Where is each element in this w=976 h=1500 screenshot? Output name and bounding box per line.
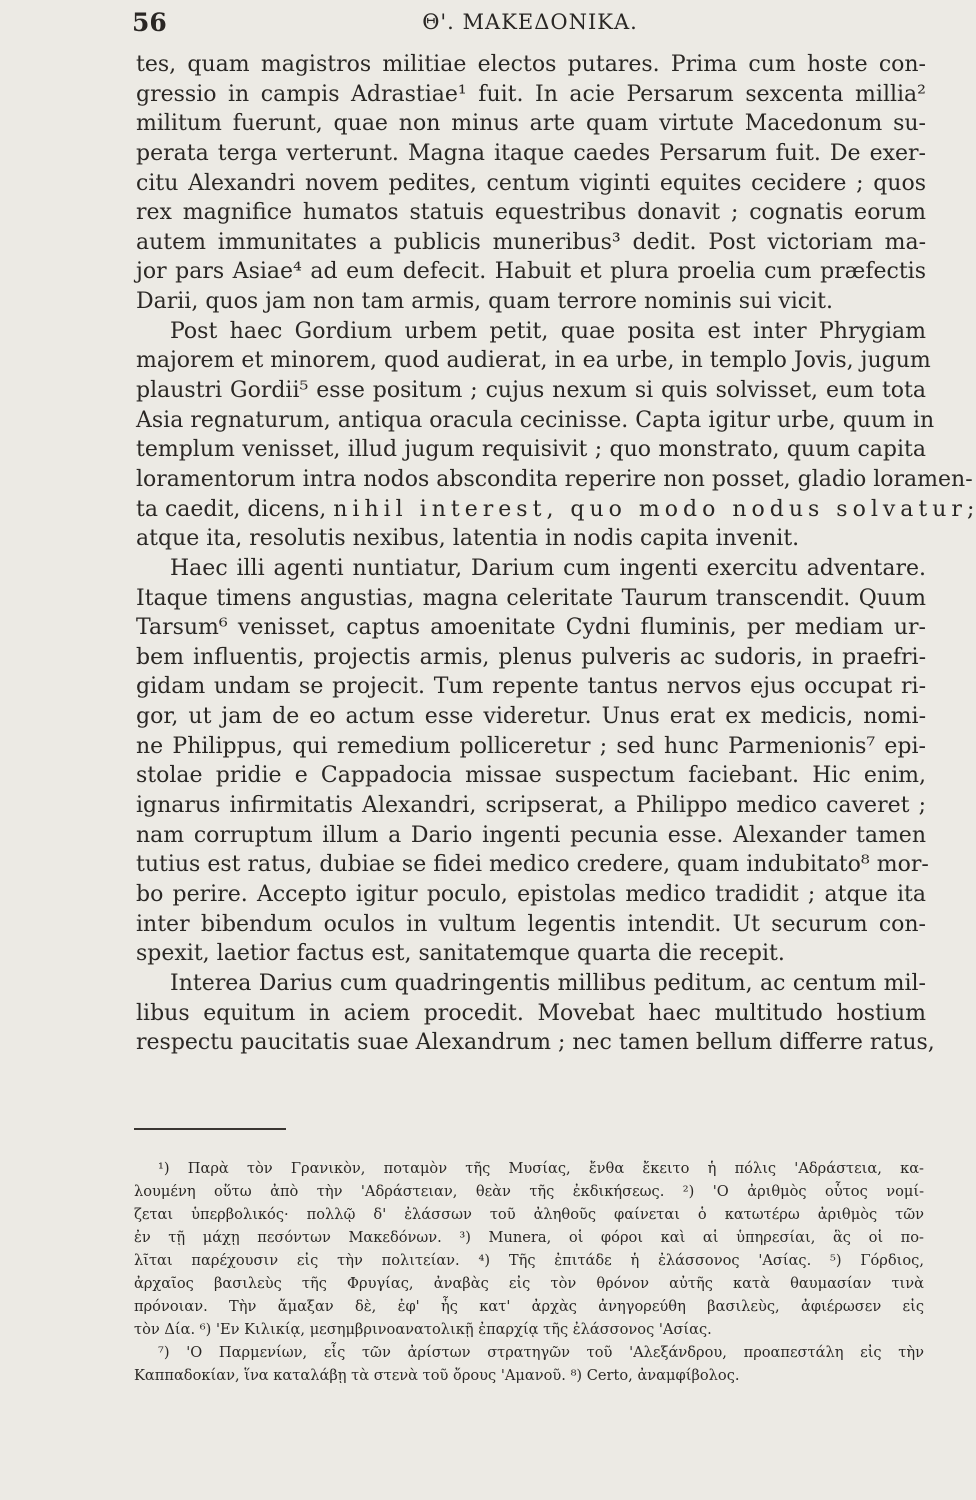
text-line: perata terga verterunt. Magna itaque caedes Persarum fuit. De exer- (136, 140, 926, 166)
text-line: plaustri Gordii⁵ esse positum ; cujus nexum si quis solvisset, eum tota (136, 378, 926, 404)
footnote-line: λουμένη οὕτω ἀπὸ τὴν 'Αδράστειαν, θεὰν τῆς ἐκδικήσεως. ²) 'Ο ἀριθμὸς οὗτος νομί- (134, 1183, 924, 1200)
footnote-line: πρόνοιαν. Τὴν ἄμαξαν δὲ, ἐφ' ἧς κατ' ἀρχὰς ἀνηγορεύθη βασιλεὺς, ἀφιέρωσεν εἰς (134, 1298, 924, 1315)
text-line: nam corruptum illum a Dario ingenti pecunia esse. Alexander tamen (136, 822, 926, 848)
text-line: bo perire. Accepto igitur poculo, epistolas medico tradidit ; atque ita (136, 881, 926, 907)
text-line: Haec illi agenti nuntiatur, Darium cum ingenti exercitu adventare. (170, 555, 926, 581)
text-line: respectu paucitatis suae Alexandrum ; nec tamen bellum differre ratus, (136, 1030, 935, 1056)
text-line: Darii, quos jam non tam armis, quam terrore nominis sui vicit. (136, 289, 833, 315)
main-text (136, 50, 975, 1058)
footnote-line: ἀρχαῖος βασιλεὺς τῆς Φρυγίας, ἀναβὰς εἰς τὸν θρόνον αὐτῆς κατὰ θαυμασίαν τινὰ (134, 1275, 924, 1292)
text-line: Interea Darius cum quadringentis millibus peditum, ac centum mil- (170, 970, 926, 996)
footnotes (134, 1157, 924, 1387)
running-head: Θ'. ΜΑΚΕΔΟΝΙΚΑ. (422, 10, 638, 34)
text-line: templum venisset, illud jugum requisivit ; quo monstrato, quum capita (136, 437, 926, 463)
text-line: loramentorum intra nodos abscondita reperire non posset, gladio loramen- (136, 466, 973, 492)
text-line: gidam undam se projecit. Tum repente tantus nervos ejus occupat ri- (136, 674, 926, 700)
footnote-divider (134, 1128, 286, 1130)
text-line: libus equitum in aciem procedit. Movebat haec multitudo hostium (136, 1000, 926, 1026)
footnote-line: Καππαδοκίαν, ἵνα καταλάβῃ τὰ στενὰ τοῦ ὄρους 'Αμανοῦ. ⁸) Certo, ἀναμφίβολος. (134, 1367, 740, 1384)
footnote-line: ⁷) 'Ο Παρμενίων, εἷς τῶν ἀρίστων στρατηγῶν τοῦ 'Αλεξάνδρου, προαπεστάλη εἰς τὴν (158, 1344, 924, 1361)
text-line: autem immunitates a publicis muneribus³ dedit. Post victoriam ma- (136, 229, 926, 255)
text-line: spexit, laetior factus est, sanitatemque quarta die recepit. (136, 941, 785, 967)
text-line: jor pars Asiae⁴ ad eum defecit. Habuit et plura proelia cum præfectis (136, 259, 926, 285)
text-line: stolae pridie e Cappadocia missae suspectum faciebant. Hic enim, (136, 763, 926, 789)
page-header (130, 8, 930, 42)
text-line: ignarus infirmitatis Alexandri, scripserat, a Philippo medico caveret ; (136, 793, 926, 819)
text-line: majorem et minorem, quod audierat, in ea urbe, in templo Jovis, jugum (136, 348, 931, 374)
footnote-line: ¹) Παρὰ τὸν Γρανικὸν, ποταμὸν τῆς Μυσίας, ἔνθα ἔκειτο ἡ πόλις 'Αδράστεια, κα- (158, 1160, 924, 1177)
text-line: inter bibendum oculos in vultum legentis intendit. Ut securum con- (136, 911, 926, 937)
text-line: citu Alexandri novem pedites, centum viginti equites cecidere ; quos (136, 170, 926, 196)
text-line: gressio in campis Adrastiae¹ fuit. In acie Persarum sexcenta millia² (136, 81, 926, 107)
page-number: 56 (132, 8, 167, 37)
footnote-line: λῖται παρέχουσιν εἰς τὴν πολιτείαν. ⁴) Τῆς ἐπιτάδε ἡ ἐλάσσονος 'Ασίας. ⁵) Γόρδιος, (134, 1252, 924, 1269)
text-line: Asia regnaturum, antiqua oracula cecinisse. Capta igitur urbe, quum in (136, 407, 935, 433)
text-line: rex magnifice humatos statuis equestribus donavit ; cognatis eorum (136, 200, 926, 226)
footnote-line: ζεται ὑπερβολικός· πολλῷ δ' ἐλάσσων τοῦ ἀληθοῦς φαίνεται ὁ κατωτέρω ἀριθμὸς τῶν (134, 1206, 924, 1223)
text-line: ne Philippus, qui remedium polliceretur ; sed hunc Parmenionis⁷ epi- (136, 733, 926, 759)
text-line: tutius est ratus, dubiae se fidei medico credere, quam indubitato⁸ mor- (136, 852, 929, 878)
text-line: ta caedit, dicens, nihil interest, quo modo nodus solvatur; (136, 496, 975, 522)
footnote-line: τὸν Δία. ⁶) 'Εν Κιλικίᾳ, μεσημβρινοανατολικῇ ἐπαρχίᾳ τῆς ἐλάσσονος 'Ασίας. (134, 1321, 712, 1338)
footnote-line: ἐν τῇ μάχῃ πεσόντων Μακεδόνων. ³) Munera, οἱ φόροι καὶ αἱ ὑπηρεσίαι, ἃς οἱ πο- (134, 1229, 924, 1246)
text-line: tes, quam magistros militiae electos putares. Prima cum hoste con- (136, 52, 926, 77)
text-line: Tarsum⁶ venisset, captus amoenitate Cydni fluminis, per mediam ur- (136, 615, 926, 641)
text-line: atque ita, resolutis nexibus, latentia in nodis capita invenit. (136, 526, 800, 552)
text-line: Itaque timens angustias, magna celeritate Taurum transcendit. Quum (136, 585, 926, 611)
text-line: bem influentis, projectis armis, plenus pulveris ac sudoris, in praefri- (136, 644, 926, 670)
spaced-quote: nihil interest, quo modo nodus solvatur (333, 496, 967, 522)
text-line: Post haec Gordium urbem petit, quae posita est inter Phrygiam (170, 318, 926, 344)
text-line: militum fuerunt, quae non minus arte quam virtute Macedonum su- (136, 111, 926, 137)
text-line: gor, ut jam de eo actum esse videretur. Unus erat ex medicis, nomi- (136, 704, 926, 730)
